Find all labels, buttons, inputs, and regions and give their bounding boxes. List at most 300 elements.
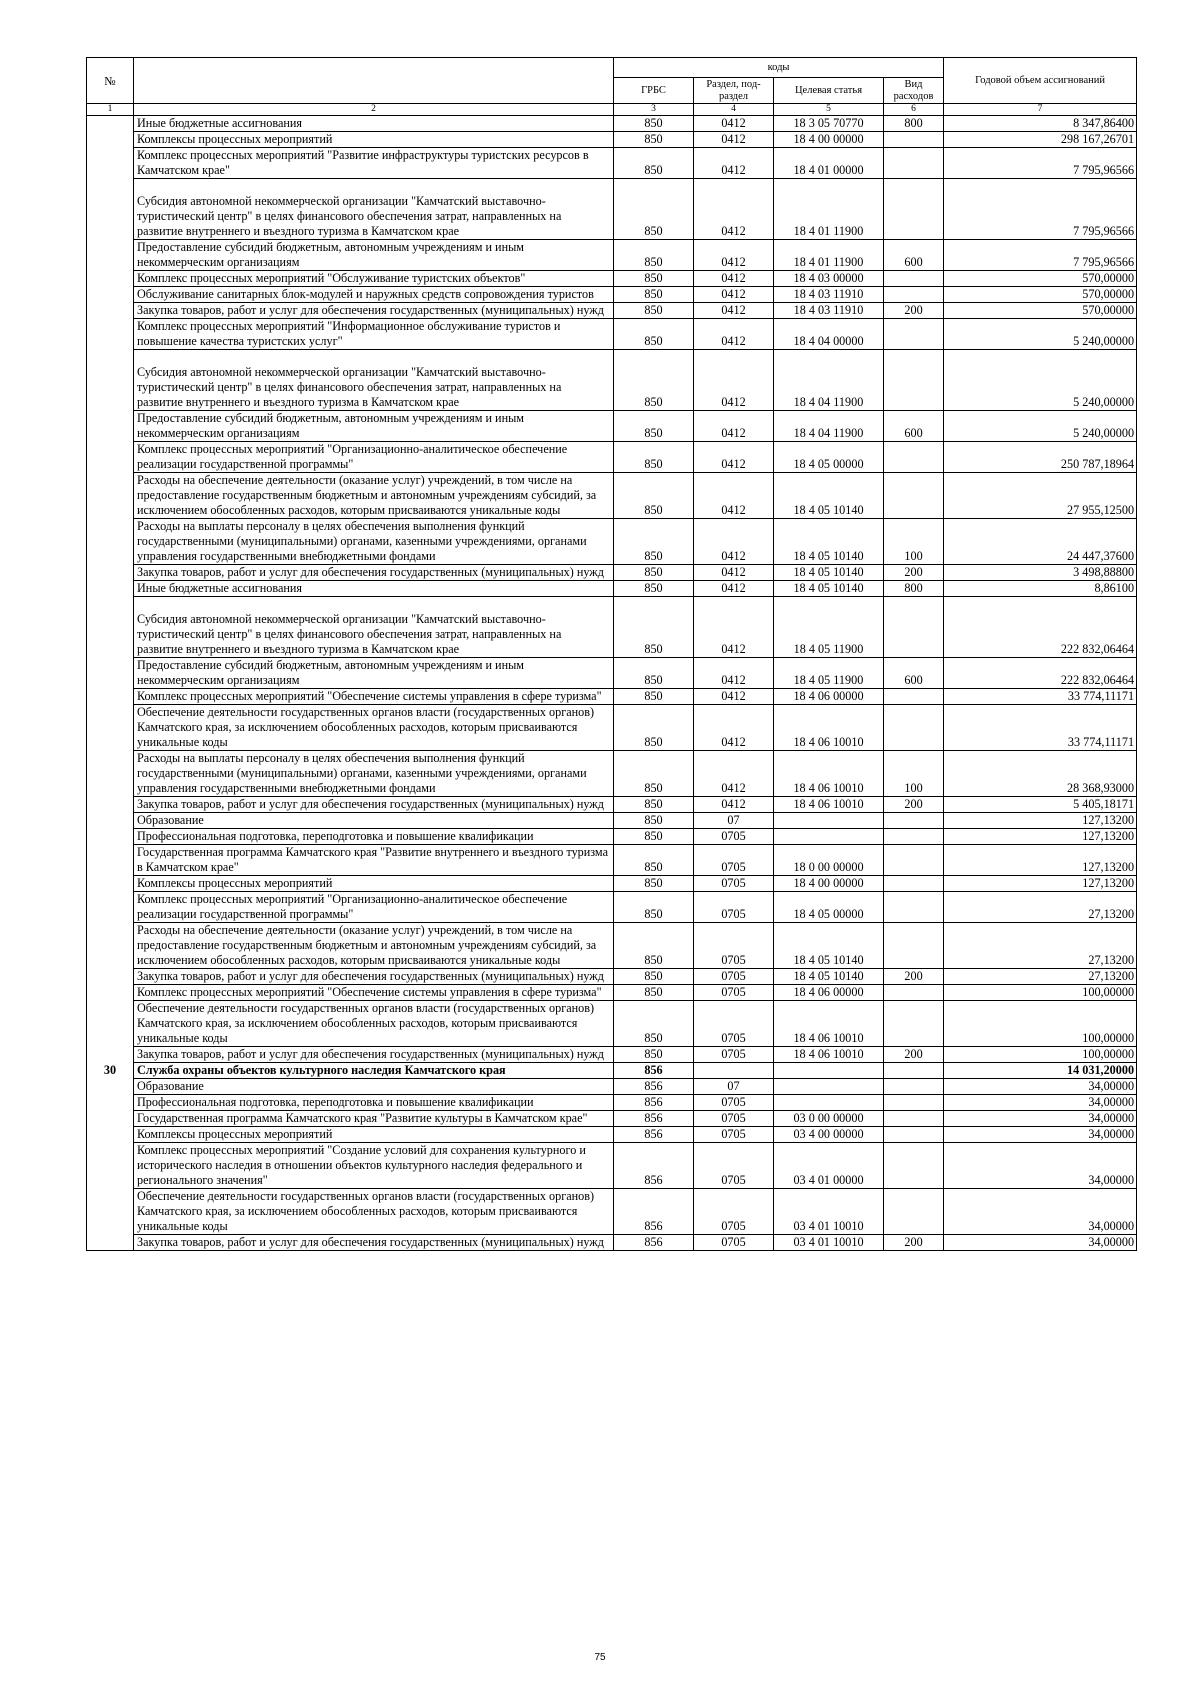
row-number-cell xyxy=(87,705,134,751)
row-vid-cell: 100 xyxy=(884,519,944,565)
row-sum-cell: 3 498,88800 xyxy=(944,565,1137,581)
col-number: 2 xyxy=(134,104,614,116)
table-row xyxy=(87,751,1137,797)
table-row xyxy=(87,1127,1137,1143)
row-sum-cell: 27,13200 xyxy=(944,892,1137,923)
row-name-cell: Государственная программа Камчатского края "Развитие внутреннего и въездного туризма в Камчатском крае" xyxy=(134,845,614,876)
row-name-cell xyxy=(134,350,614,411)
row-name-cell: Комплекс процессных мероприятий "Организационно-аналитическое обеспечение реализации государственной программы" xyxy=(134,892,614,923)
row-vid-cell: 800 xyxy=(884,116,944,132)
row-grbs-cell: 850 xyxy=(614,581,694,597)
table-row xyxy=(87,1079,1137,1095)
row-razdel-cell: 0412 xyxy=(694,411,774,442)
row-sum-cell: 28 368,93000 xyxy=(944,751,1137,797)
row-number-cell xyxy=(87,892,134,923)
row-vid-cell xyxy=(884,705,944,751)
row-number-cell xyxy=(87,985,134,1001)
row-sum-cell: 570,00000 xyxy=(944,271,1137,287)
row-sum-cell: 5 240,00000 xyxy=(944,319,1137,350)
row-razdel-cell: 0412 xyxy=(694,179,774,240)
row-vid-cell xyxy=(884,1127,944,1143)
row-sum-cell: 5 405,18171 xyxy=(944,797,1137,813)
row-grbs-cell: 850 xyxy=(614,705,694,751)
row-grbs-cell: 850 xyxy=(614,751,694,797)
page-number: 75 xyxy=(594,1652,606,1663)
row-tselevaya-cell: 18 4 05 10140 xyxy=(774,565,884,581)
row-name-cell: Комплекс процессных мероприятий "Создание условий для сохранения культурного и исторического наследия в отношении объектов культурного наследия федерального и регионального значения" xyxy=(134,1143,614,1189)
row-number-cell xyxy=(87,473,134,519)
row-tselevaya-cell: 18 4 06 10010 xyxy=(774,751,884,797)
row-vid-cell: 600 xyxy=(884,240,944,271)
row-razdel-cell: 0412 xyxy=(694,287,774,303)
table-row xyxy=(87,829,1137,845)
row-number-cell xyxy=(87,751,134,797)
row-number-cell xyxy=(87,581,134,597)
table-row xyxy=(87,271,1137,287)
row-sum-cell: 222 832,06464 xyxy=(944,658,1137,689)
row-name-cell: Обеспечение деятельности государственных органов власти (государственных органов) Камчатского края, за исключением обособленных расходов, которым присваиваются уникальные коды xyxy=(134,705,614,751)
table-row xyxy=(87,1063,1137,1079)
table-row xyxy=(87,148,1137,179)
row-grbs-cell: 850 xyxy=(614,845,694,876)
row-grbs-cell: 850 xyxy=(614,319,694,350)
header-no: № xyxy=(87,58,134,104)
row-tselevaya-cell: 18 4 06 10010 xyxy=(774,705,884,751)
table-row xyxy=(87,1001,1137,1047)
row-tselevaya-cell: 03 4 01 10010 xyxy=(774,1189,884,1235)
row-sum-cell: 34,00000 xyxy=(944,1143,1137,1189)
table-row xyxy=(87,116,1137,132)
row-sum-cell: 24 447,37600 xyxy=(944,519,1137,565)
row-name-cell xyxy=(134,597,614,658)
table-row xyxy=(87,411,1137,442)
row-vid-cell xyxy=(884,473,944,519)
row-grbs-cell: 850 xyxy=(614,565,694,581)
row-razdel-cell: 0412 xyxy=(694,565,774,581)
row-name-cell: Комплекс процессных мероприятий "Организационно-аналитическое обеспечение реализации государственной программы" xyxy=(134,442,614,473)
row-number-cell xyxy=(87,303,134,319)
table-row xyxy=(87,1047,1137,1063)
row-grbs-cell: 856 xyxy=(614,1095,694,1111)
row-grbs-cell: 856 xyxy=(614,1063,694,1079)
row-razdel-cell: 0412 xyxy=(694,116,774,132)
table-row xyxy=(87,287,1137,303)
row-number-cell xyxy=(87,442,134,473)
row-tselevaya-cell: 18 4 03 00000 xyxy=(774,271,884,287)
row-name-cell: Закупка товаров, работ и услуг для обеспечения государственных (муниципальных) нужд xyxy=(134,797,614,813)
header-tsel: Целевая статья xyxy=(774,78,884,104)
table-row xyxy=(87,240,1137,271)
row-grbs-cell: 850 xyxy=(614,1001,694,1047)
row-number-cell xyxy=(87,1001,134,1047)
table-row xyxy=(87,1189,1137,1235)
table-row xyxy=(87,1143,1137,1189)
row-vid-cell xyxy=(884,689,944,705)
row-number-cell xyxy=(87,829,134,845)
table-row xyxy=(87,705,1137,751)
row-vid-cell xyxy=(884,442,944,473)
row-tselevaya-cell: 18 3 05 70770 xyxy=(774,116,884,132)
row-grbs-cell: 850 xyxy=(614,658,694,689)
row-vid-cell: 600 xyxy=(884,658,944,689)
row-tselevaya-cell: 18 4 01 00000 xyxy=(774,148,884,179)
row-number-cell xyxy=(87,1235,134,1251)
row-razdel-cell: 07 xyxy=(694,813,774,829)
table-row xyxy=(87,179,1137,240)
row-grbs-cell: 850 xyxy=(614,969,694,985)
row-vid-cell xyxy=(884,1063,944,1079)
row-number-cell xyxy=(87,797,134,813)
row-name-cell: Предоставление субсидий бюджетным, автономным учреждениям и иным некоммерческим организациям xyxy=(134,658,614,689)
row-sum-cell: 27 955,12500 xyxy=(944,473,1137,519)
row-tselevaya-cell xyxy=(774,829,884,845)
row-number-cell xyxy=(87,1047,134,1063)
row-grbs-cell: 850 xyxy=(614,271,694,287)
row-name-cell: Расходы на обеспечение деятельности (оказание услуг) учреждений, в том числе на предоставление государственным бюджетным и автономным учреждениям субсидий, за исключением обособленных расходов, которым присваиваются уникальные коды xyxy=(134,473,614,519)
col-number: 4 xyxy=(694,104,774,116)
table-row xyxy=(87,689,1137,705)
row-tselevaya-cell: 18 0 00 00000 xyxy=(774,845,884,876)
row-grbs-cell: 850 xyxy=(614,1047,694,1063)
row-name-text: Субсидия автономной некоммерческой организации "Камчатский выставочно-туристический центр" в целях финансового обеспечения затрат, направленных на развитие внутреннего и въездного туризма в Камчатском крае xyxy=(137,365,562,409)
row-grbs-cell: 850 xyxy=(614,473,694,519)
row-sum-cell: 34,00000 xyxy=(944,1079,1137,1095)
row-name-cell: Комплекс процессных мероприятий "Обслуживание туристских объектов" xyxy=(134,271,614,287)
row-vid-cell: 200 xyxy=(884,969,944,985)
row-grbs-cell: 850 xyxy=(614,350,694,411)
row-name-cell: Предоставление субсидий бюджетным, автономным учреждениям и иным некоммерческим организациям xyxy=(134,411,614,442)
row-razdel-cell: 0412 xyxy=(694,519,774,565)
header-row-top xyxy=(87,58,1137,78)
row-sum-cell: 127,13200 xyxy=(944,829,1137,845)
row-tselevaya-cell: 18 4 05 10140 xyxy=(774,473,884,519)
row-vid-cell xyxy=(884,350,944,411)
row-grbs-cell: 850 xyxy=(614,132,694,148)
row-number-cell xyxy=(87,923,134,969)
row-grbs-cell: 856 xyxy=(614,1235,694,1251)
row-razdel-cell xyxy=(694,1063,774,1079)
row-vid-cell xyxy=(884,845,944,876)
row-tselevaya-cell: 18 4 05 00000 xyxy=(774,892,884,923)
row-number-cell xyxy=(87,271,134,287)
row-name-cell: Комплексы процессных мероприятий xyxy=(134,1127,614,1143)
table-row xyxy=(87,442,1137,473)
row-vid-cell: 200 xyxy=(884,1047,944,1063)
blank-line xyxy=(137,179,610,194)
row-grbs-cell: 850 xyxy=(614,116,694,132)
row-tselevaya-cell: 18 4 04 11900 xyxy=(774,350,884,411)
row-number-cell xyxy=(87,116,134,132)
row-vid-cell: 600 xyxy=(884,411,944,442)
row-number-cell xyxy=(87,132,134,148)
row-sum-cell: 7 795,96566 xyxy=(944,179,1137,240)
row-tselevaya-cell xyxy=(774,1079,884,1095)
row-vid-cell xyxy=(884,1111,944,1127)
row-number-cell xyxy=(87,350,134,411)
row-name-cell: Образование xyxy=(134,813,614,829)
row-sum-cell: 27,13200 xyxy=(944,969,1137,985)
row-razdel-cell: 0705 xyxy=(694,1143,774,1189)
row-grbs-cell: 850 xyxy=(614,892,694,923)
row-number-cell xyxy=(87,319,134,350)
row-tselevaya-cell: 03 4 00 00000 xyxy=(774,1127,884,1143)
row-sum-cell: 34,00000 xyxy=(944,1235,1137,1251)
row-tselevaya-cell: 18 4 05 11900 xyxy=(774,597,884,658)
row-number-cell xyxy=(87,969,134,985)
row-razdel-cell: 0705 xyxy=(694,1189,774,1235)
header-name xyxy=(134,58,614,104)
row-sum-cell: 34,00000 xyxy=(944,1111,1137,1127)
row-vid-cell xyxy=(884,923,944,969)
row-sum-cell: 5 240,00000 xyxy=(944,411,1137,442)
row-razdel-cell: 0412 xyxy=(694,271,774,287)
row-name-cell: Комплексы процессных мероприятий xyxy=(134,132,614,148)
row-razdel-cell: 0705 xyxy=(694,969,774,985)
row-grbs-cell: 850 xyxy=(614,797,694,813)
row-vid-cell: 200 xyxy=(884,303,944,319)
row-vid-cell xyxy=(884,1001,944,1047)
row-razdel-cell: 0705 xyxy=(694,1001,774,1047)
row-grbs-cell: 850 xyxy=(614,240,694,271)
row-name-cell: Образование xyxy=(134,1079,614,1095)
row-razdel-cell: 0412 xyxy=(694,597,774,658)
row-name-cell: Обеспечение деятельности государственных органов власти (государственных органов) Камчатского края, за исключением обособленных расходов, которым присваиваются уникальные коды xyxy=(134,1189,614,1235)
row-vid-cell xyxy=(884,876,944,892)
row-sum-cell: 222 832,06464 xyxy=(944,597,1137,658)
row-number-cell xyxy=(87,845,134,876)
row-name-cell: Расходы на выплаты персоналу в целях обеспечения выполнения функций государственными (муниципальными) органами, казенными учреждениями, органами управления государственными внебюджетными фондами xyxy=(134,751,614,797)
row-tselevaya-cell: 18 4 06 00000 xyxy=(774,689,884,705)
row-name-cell: Комплекс процессных мероприятий "Обеспечение системы управления в сфере туризма" xyxy=(134,689,614,705)
row-razdel-cell: 0412 xyxy=(694,473,774,519)
table-row xyxy=(87,1111,1137,1127)
row-grbs-cell: 850 xyxy=(614,442,694,473)
row-name-cell: Расходы на обеспечение деятельности (оказание услуг) учреждений, в том числе на предоставление государственным бюджетным и автономным учреждениям субсидий, за исключением обособленных расходов, которым присваиваются уникальные коды xyxy=(134,923,614,969)
row-sum-cell: 34,00000 xyxy=(944,1127,1137,1143)
row-razdel-cell: 0412 xyxy=(694,689,774,705)
row-number-cell xyxy=(87,565,134,581)
row-vid-cell: 800 xyxy=(884,581,944,597)
row-razdel-cell: 0412 xyxy=(694,658,774,689)
row-grbs-cell: 856 xyxy=(614,1127,694,1143)
row-razdel-cell: 07 xyxy=(694,1079,774,1095)
row-number-cell xyxy=(87,813,134,829)
row-vid-cell xyxy=(884,179,944,240)
budget-table-sheet xyxy=(86,57,1136,1251)
row-sum-cell: 100,00000 xyxy=(944,1047,1137,1063)
row-grbs-cell: 850 xyxy=(614,411,694,442)
row-name-cell: Закупка товаров, работ и услуг для обеспечения государственных (муниципальных) нужд xyxy=(134,969,614,985)
row-number-cell xyxy=(87,658,134,689)
row-vid-cell xyxy=(884,1079,944,1095)
row-tselevaya-cell xyxy=(774,1095,884,1111)
row-name-cell: Расходы на выплаты персоналу в целях обеспечения выполнения функций государственными (муниципальными) органами, казенными учреждениями, органами управления государственными внебюджетными фондами xyxy=(134,519,614,565)
table-row xyxy=(87,1095,1137,1111)
row-name-cell: Обеспечение деятельности государственных органов власти (государственных органов) Камчатского края, за исключением обособленных расходов, которым присваиваются уникальные коды xyxy=(134,1001,614,1047)
row-tselevaya-cell: 18 4 00 00000 xyxy=(774,876,884,892)
row-vid-cell xyxy=(884,271,944,287)
row-sum-cell: 34,00000 xyxy=(944,1095,1137,1111)
table-row xyxy=(87,597,1137,658)
row-number-cell xyxy=(87,411,134,442)
row-grbs-cell: 850 xyxy=(614,985,694,1001)
row-vid-cell xyxy=(884,319,944,350)
row-tselevaya-cell: 18 4 04 11900 xyxy=(774,411,884,442)
row-grbs-cell: 856 xyxy=(614,1111,694,1127)
row-tselevaya-cell: 18 4 06 10010 xyxy=(774,797,884,813)
col-number: 7 xyxy=(944,104,1137,116)
row-vid-cell: 100 xyxy=(884,751,944,797)
row-sum-cell: 5 240,00000 xyxy=(944,350,1137,411)
row-razdel-cell: 0412 xyxy=(694,240,774,271)
table-row xyxy=(87,969,1137,985)
row-number-cell xyxy=(87,240,134,271)
row-name-cell: Закупка товаров, работ и услуг для обеспечения государственных (муниципальных) нужд xyxy=(134,565,614,581)
col-number: 5 xyxy=(774,104,884,116)
row-vid-cell: 200 xyxy=(884,797,944,813)
row-tselevaya-cell: 18 4 05 10140 xyxy=(774,969,884,985)
row-vid-cell xyxy=(884,1189,944,1235)
row-sum-cell: 7 795,96566 xyxy=(944,240,1137,271)
row-tselevaya-cell: 18 4 00 00000 xyxy=(774,132,884,148)
row-razdel-cell: 0705 xyxy=(694,1111,774,1127)
header-razdel: Раздел, под-раздел xyxy=(694,78,774,104)
row-number-cell xyxy=(87,689,134,705)
row-razdel-cell: 0705 xyxy=(694,985,774,1001)
row-razdel-cell: 0412 xyxy=(694,705,774,751)
row-name-cell: Закупка товаров, работ и услуг для обеспечения государственных (муниципальных) нужд xyxy=(134,1047,614,1063)
row-vid-cell xyxy=(884,132,944,148)
table-row xyxy=(87,565,1137,581)
row-sum-cell: 127,13200 xyxy=(944,845,1137,876)
table-row xyxy=(87,658,1137,689)
row-name-cell: Комплексы процессных мероприятий xyxy=(134,876,614,892)
table-body xyxy=(87,116,1137,1251)
row-vid-cell xyxy=(884,597,944,658)
header-sum: Годовой объем ассигнований xyxy=(944,58,1137,104)
row-tselevaya-cell: 18 4 05 10140 xyxy=(774,519,884,565)
row-tselevaya-cell: 18 4 06 10010 xyxy=(774,1001,884,1047)
row-vid-cell xyxy=(884,1095,944,1111)
table-row xyxy=(87,985,1137,1001)
header-codes: коды xyxy=(614,58,944,78)
row-tselevaya-cell: 18 4 01 11900 xyxy=(774,240,884,271)
row-razdel-cell: 0705 xyxy=(694,892,774,923)
row-number-cell xyxy=(87,1079,134,1095)
row-name-cell: Закупка товаров, работ и услуг для обеспечения государственных (муниципальных) нужд xyxy=(134,303,614,319)
row-razdel-cell: 0705 xyxy=(694,845,774,876)
row-tselevaya-cell: 18 4 03 11910 xyxy=(774,287,884,303)
row-tselevaya-cell: 18 4 06 00000 xyxy=(774,985,884,1001)
row-name-cell: Иные бюджетные ассигнования xyxy=(134,581,614,597)
row-razdel-cell: 0705 xyxy=(694,923,774,969)
row-razdel-cell: 0705 xyxy=(694,876,774,892)
row-grbs-cell: 856 xyxy=(614,1143,694,1189)
row-razdel-cell: 0412 xyxy=(694,319,774,350)
row-number-cell xyxy=(87,876,134,892)
row-vid-cell xyxy=(884,813,944,829)
row-grbs-cell: 856 xyxy=(614,1079,694,1095)
row-razdel-cell: 0412 xyxy=(694,581,774,597)
row-sum-cell: 570,00000 xyxy=(944,287,1137,303)
table-row xyxy=(87,132,1137,148)
row-sum-cell: 33 774,11171 xyxy=(944,689,1137,705)
row-razdel-cell: 0412 xyxy=(694,350,774,411)
row-name-cell: Комплекс процессных мероприятий "Обеспечение системы управления в сфере туризма" xyxy=(134,985,614,1001)
row-razdel-cell: 0705 xyxy=(694,829,774,845)
row-vid-cell xyxy=(884,1143,944,1189)
row-sum-cell: 100,00000 xyxy=(944,985,1137,1001)
row-name-text: Субсидия автономной некоммерческой организации "Камчатский выставочно-туристический центр" в целях финансового обеспечения затрат, направленных на развитие внутреннего и въездного туризма в Камчатском крае xyxy=(137,194,562,238)
row-name-cell: Предоставление субсидий бюджетным, автономным учреждениям и иным некоммерческим организациям xyxy=(134,240,614,271)
row-razdel-cell: 0705 xyxy=(694,1047,774,1063)
row-grbs-cell: 850 xyxy=(614,689,694,705)
budget-table xyxy=(86,57,1137,1251)
table-row xyxy=(87,876,1137,892)
row-razdel-cell: 0412 xyxy=(694,148,774,179)
row-razdel-cell: 0705 xyxy=(694,1235,774,1251)
table-row xyxy=(87,303,1137,319)
blank-line xyxy=(137,350,610,365)
row-razdel-cell: 0412 xyxy=(694,751,774,797)
row-grbs-cell: 856 xyxy=(614,1189,694,1235)
row-grbs-cell: 850 xyxy=(614,829,694,845)
row-vid-cell xyxy=(884,985,944,1001)
row-sum-cell: 27,13200 xyxy=(944,923,1137,969)
table-row xyxy=(87,923,1137,969)
row-number-cell xyxy=(87,287,134,303)
row-razdel-cell: 0412 xyxy=(694,797,774,813)
row-name-cell: Государственная программа Камчатского края "Развитие культуры в Камчатском крае" xyxy=(134,1111,614,1127)
row-sum-cell: 8,86100 xyxy=(944,581,1137,597)
row-grbs-cell: 850 xyxy=(614,923,694,969)
row-grbs-cell: 850 xyxy=(614,597,694,658)
row-tselevaya-cell: 18 4 01 11900 xyxy=(774,179,884,240)
row-name-cell xyxy=(134,179,614,240)
row-name-cell: Комплекс процессных мероприятий "Информационное обслуживание туристов и повышение качества туристских услуг" xyxy=(134,319,614,350)
table-row xyxy=(87,813,1137,829)
row-number-cell xyxy=(87,148,134,179)
row-sum-cell: 7 795,96566 xyxy=(944,148,1137,179)
row-vid-cell xyxy=(884,892,944,923)
row-grbs-cell: 850 xyxy=(614,287,694,303)
row-tselevaya-cell: 18 4 05 10140 xyxy=(774,581,884,597)
row-grbs-cell: 850 xyxy=(614,303,694,319)
row-tselevaya-cell: 18 4 03 11910 xyxy=(774,303,884,319)
table-row xyxy=(87,845,1137,876)
row-tselevaya-cell: 18 4 04 00000 xyxy=(774,319,884,350)
row-tselevaya-cell: 18 4 05 11900 xyxy=(774,658,884,689)
header-vid: Вид расходов xyxy=(884,78,944,104)
row-sum-cell: 250 787,18964 xyxy=(944,442,1137,473)
table-row xyxy=(87,581,1137,597)
row-grbs-cell: 850 xyxy=(614,179,694,240)
row-name-text: Субсидия автономной некоммерческой организации "Камчатский выставочно-туристический центр" в целях финансового обеспечения затрат, направленных на развитие внутреннего и въездного туризма в Камчатском крае xyxy=(137,612,562,656)
row-tselevaya-cell: 18 4 05 00000 xyxy=(774,442,884,473)
row-tselevaya-cell: 18 4 06 10010 xyxy=(774,1047,884,1063)
row-number-cell xyxy=(87,1127,134,1143)
row-number-cell xyxy=(87,597,134,658)
row-sum-cell: 8 347,86400 xyxy=(944,116,1137,132)
row-name-cell: Профессиональная подготовка, переподготовка и повышение квалификации xyxy=(134,829,614,845)
table-row xyxy=(87,473,1137,519)
row-number-cell xyxy=(87,1189,134,1235)
row-number-cell xyxy=(87,1111,134,1127)
row-grbs-cell: 850 xyxy=(614,813,694,829)
row-tselevaya-cell: 03 0 00 00000 xyxy=(774,1111,884,1127)
row-name-cell: Обслуживание санитарных блок-модулей и наружных средств сопровождения туристов xyxy=(134,287,614,303)
row-sum-cell: 14 031,20000 xyxy=(944,1063,1137,1079)
